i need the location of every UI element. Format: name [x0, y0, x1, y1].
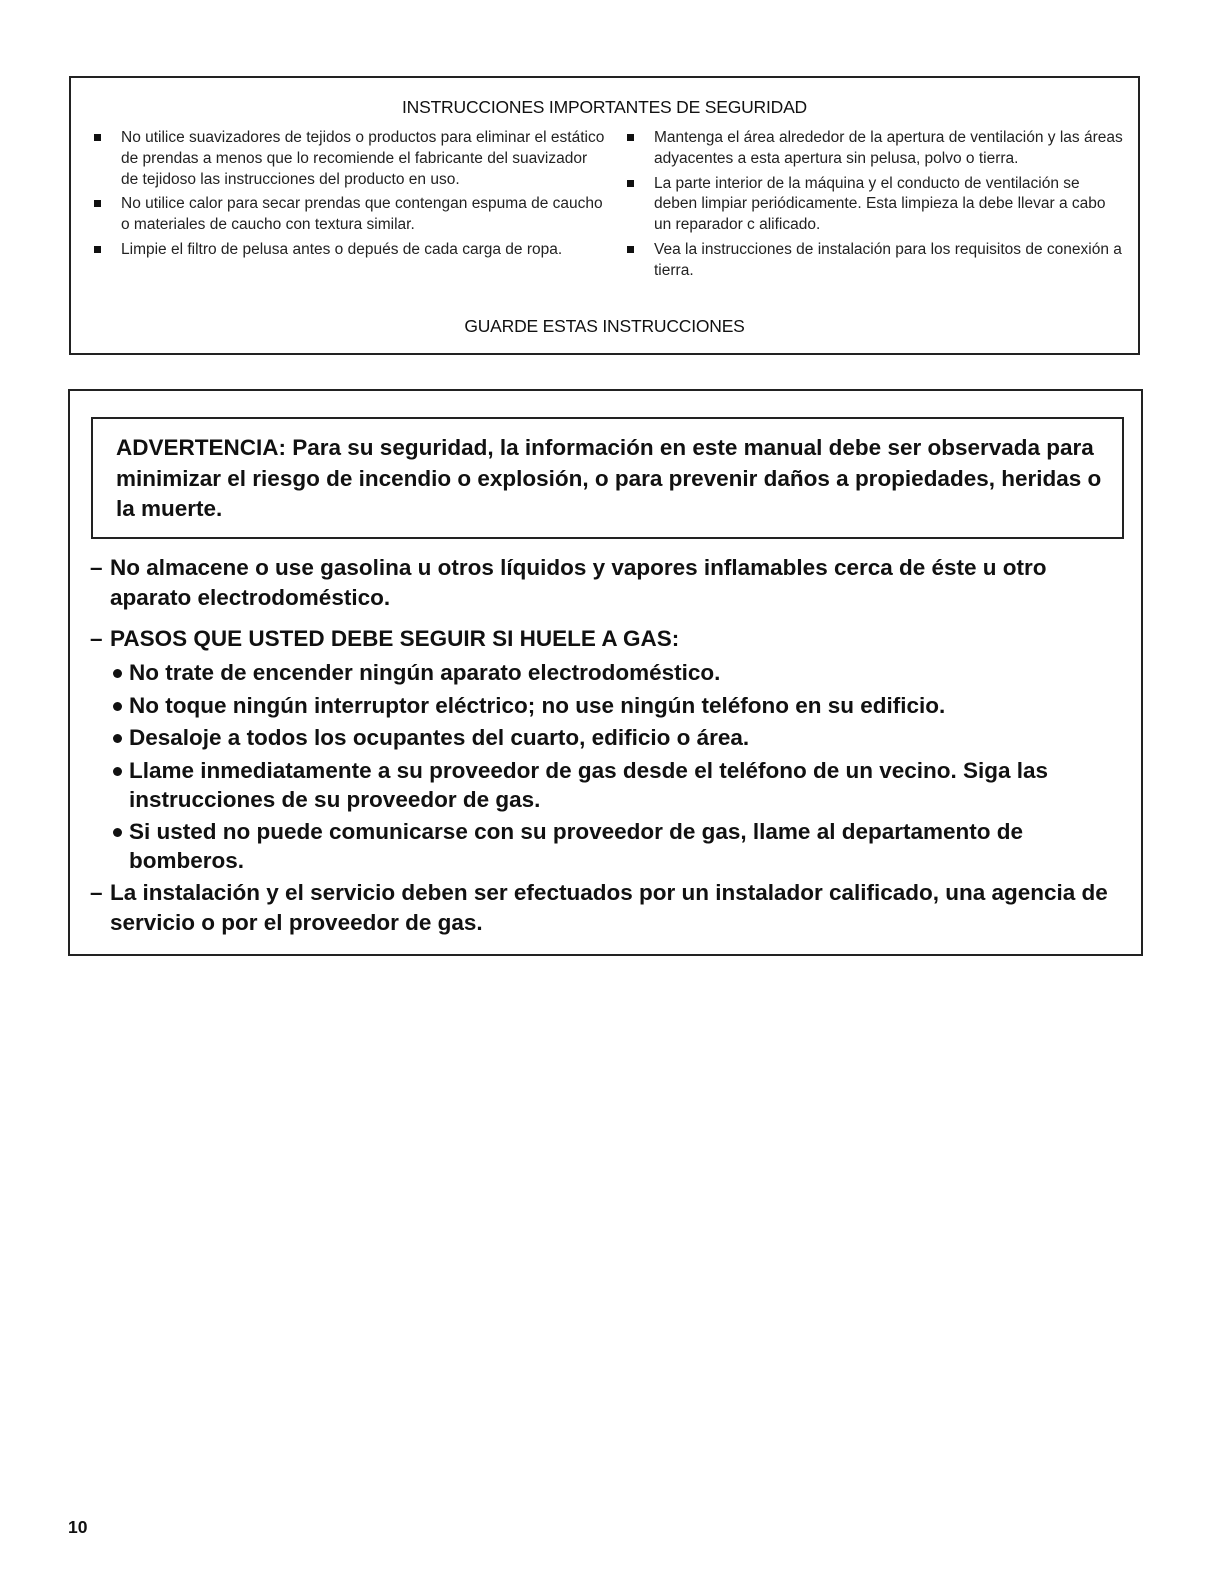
- dash-icon: –: [90, 880, 103, 905]
- step-text: Si usted no puede comunicarse con su proveedor de gas, llame al departamento de bomberos.: [129, 819, 1023, 873]
- list-item: [91, 128, 606, 190]
- square-bullet-icon: [94, 246, 101, 253]
- warning-box: [68, 389, 1143, 956]
- bullet-dot-icon: [113, 702, 122, 711]
- step-text: Llame inmediatamente a su proveedor de gas desde el teléfono de un vecino. Siga las instrucciones de su proveedor de gas.: [129, 757, 1049, 812]
- installation-warning-text: La instalación y el servicio deben ser efectuados por un instalador calificado, una agencia de servicio o por el proveedor de gas.: [110, 880, 1108, 935]
- gas-steps-heading: [90, 624, 1130, 654]
- storage-warning: [90, 553, 1130, 613]
- dash-icon: –: [90, 555, 103, 580]
- bullet-dot-icon: [113, 828, 122, 837]
- gas-steps-heading-text: PASOS QUE USTED DEBE SEGUIR SI HUELE A GAS:: [110, 626, 680, 651]
- list-item: [624, 174, 1124, 236]
- page-number: 10: [68, 1517, 88, 1537]
- list-item-text: Vea la instrucciones de instalación para los requisitos de conexión a tierra.: [654, 240, 1122, 279]
- installation-warning: [90, 878, 1130, 938]
- safety-instructions-title: INSTRUCCIONES IMPORTANTES DE SEGURIDAD: [402, 97, 807, 117]
- square-bullet-icon: [94, 200, 101, 207]
- bullet-dot-icon: [113, 734, 122, 743]
- square-bullet-icon: [627, 134, 634, 141]
- warning-header: ADVERTENCIA: Para su seguridad, la información en este manual debe ser observada para minimizar el riesgo de incendio o explosión, o para prevenir daños a propiedades, heridas o la muerte.: [91, 417, 1124, 539]
- list-item: [110, 691, 1110, 720]
- safety-instructions-box: [69, 76, 1140, 355]
- list-item-text: Mantenga el área alrededor de la apertura de ventilación y las áreas adyacentes a esta apertura sin pelusa, polvo o tierra.: [654, 129, 1123, 167]
- list-item: [91, 194, 606, 236]
- dash-icon: –: [90, 626, 103, 651]
- step-text: No toque ningún interruptor eléctrico; no use ningún teléfono en su edificio.: [129, 692, 946, 718]
- save-instructions-footer: GUARDE ESTAS INSTRUCCIONES: [464, 316, 745, 336]
- square-bullet-icon: [627, 180, 634, 187]
- square-bullet-icon: [627, 246, 634, 253]
- bullet-dot-icon: [113, 669, 122, 678]
- bullet-dot-icon: [113, 767, 122, 776]
- gas-steps-list: [110, 658, 1110, 879]
- list-item: [110, 658, 1110, 687]
- list-item-text: No utilice suavizadores de tejidos o productos para eliminar el estático de prendas a menos que lo recomiende el fabricante del suavizador de tejidoso las instrucciones del producto en uso.: [121, 129, 605, 188]
- list-item: [624, 128, 1124, 170]
- step-text: Desaloje a todos los ocupantes del cuarto, edificio o área.: [129, 725, 750, 750]
- list-item: [110, 817, 1110, 875]
- step-text: No trate de encender ningún aparato electrodoméstico.: [129, 660, 721, 685]
- list-item: [110, 723, 1110, 752]
- storage-warning-text: No almacene o use gasolina u otros líquidos y vapores inflamables cerca de éste u otro aparato electrodoméstico.: [110, 555, 1047, 610]
- safety-left-list: [91, 128, 606, 265]
- list-item-text: Limpie el filtro de pelusa antes o depués de cada carga de ropa.: [121, 240, 563, 258]
- square-bullet-icon: [94, 134, 101, 141]
- list-item-text: No utilice calor para secar prendas que contengan espuma de caucho o materiales de caucho con textura similar.: [121, 195, 603, 234]
- list-item: [110, 756, 1110, 814]
- list-item: [624, 240, 1124, 282]
- list-item-text: La parte interior de la máquina y el conducto de ventilación se deben limpiar periódicamente. Esta limpieza la debe llevar a cabo un reparador c alificado.: [654, 174, 1106, 234]
- safety-right-list: [624, 128, 1124, 286]
- list-item: [91, 240, 606, 261]
